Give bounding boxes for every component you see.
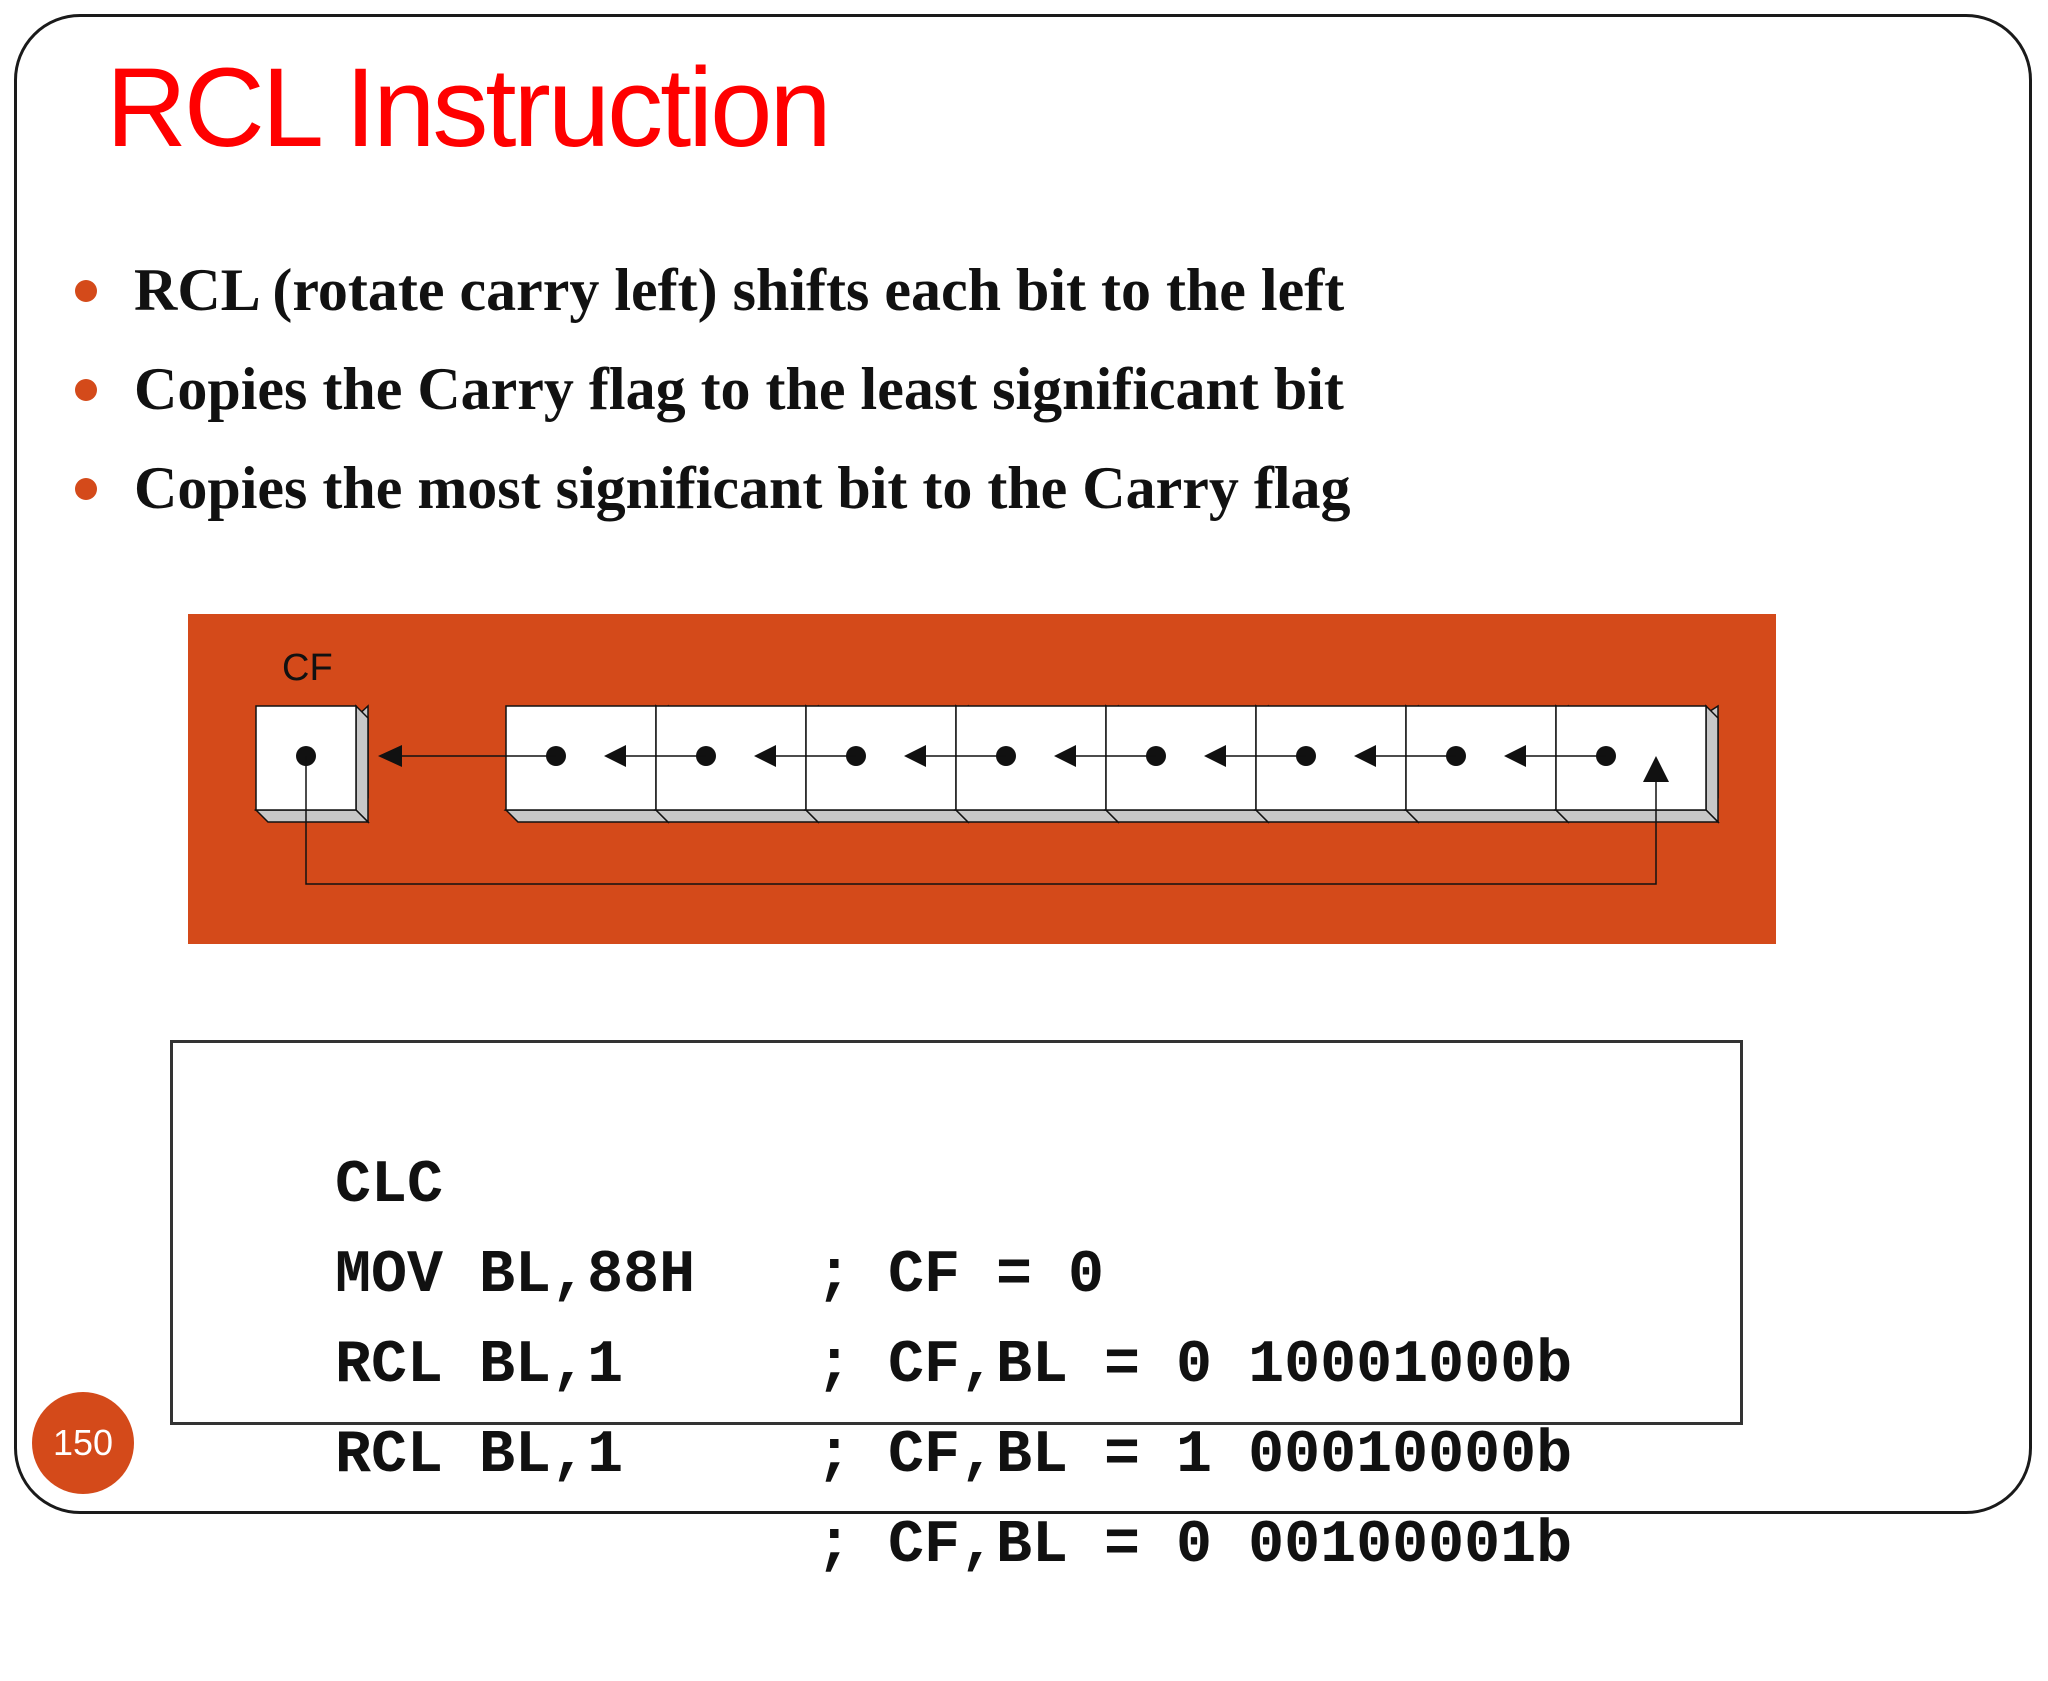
register-bit-cell: [806, 706, 956, 810]
bullet-dot-icon: [75, 379, 97, 401]
rcl-diagram: [188, 614, 1776, 944]
register-bit-cell-bottom: [1556, 810, 1718, 822]
code-comment: ; CF,BL = 0 00100001b: [816, 1512, 1573, 1580]
code-instruction: CLC: [335, 1152, 444, 1220]
bullet-list: [72, 250, 1351, 547]
register-bit-cell-bottom: [806, 810, 968, 822]
code-comment: ; CF = 0: [816, 1242, 1105, 1310]
bullet-item: [72, 448, 1351, 547]
code-instruction: MOV BL,88H: [335, 1242, 696, 1310]
page-number-badge: 150: [32, 1392, 134, 1494]
register-bit-cell: [1256, 706, 1406, 810]
bullet-item: [72, 349, 1351, 448]
register-bit-cell: [1406, 706, 1556, 810]
code-comment: ; CF,BL = 1 00010000b: [816, 1422, 1573, 1490]
register-bit-cell-side: [1706, 706, 1718, 822]
code-instruction: RCL BL,1: [335, 1422, 624, 1490]
bullet-item: [72, 250, 1351, 349]
cf-cell-bottom: [256, 810, 368, 822]
code-comment: ; CF,BL = 0 10001000b: [816, 1332, 1573, 1400]
register-bit-cell: [506, 706, 656, 810]
register-bit-cell: [1556, 706, 1706, 810]
code-listing: [170, 1040, 1743, 1580]
register-bit-cell-bottom: [956, 810, 1118, 822]
register-bit-cell-bottom: [1406, 810, 1568, 822]
cf-label: CF: [282, 647, 333, 689]
register-bit-cell-bottom: [656, 810, 818, 822]
register-bit-cell: [1106, 706, 1256, 810]
bullet-text: RCL (rotate carry left) shifts each bit to the left: [134, 257, 1345, 323]
register-bit-cell: [956, 706, 1106, 810]
slide-title: RCL Instruction: [106, 45, 829, 170]
bullet-text: Copies the Carry flag to the least significant bit: [134, 356, 1344, 422]
cf-cell-side: [356, 706, 368, 822]
register-bit-cell-bottom: [1106, 810, 1268, 822]
bullet-text: Copies the most significant bit to the Carry flag: [134, 455, 1351, 521]
register-bit-cell-bottom: [1256, 810, 1418, 822]
bullet-dot-icon: [75, 280, 97, 302]
bullet-dot-icon: [75, 478, 97, 500]
register-bit-cell-bottom: [506, 810, 668, 822]
code-instruction: RCL BL,1: [335, 1332, 624, 1400]
register-bit-cell: [656, 706, 806, 810]
